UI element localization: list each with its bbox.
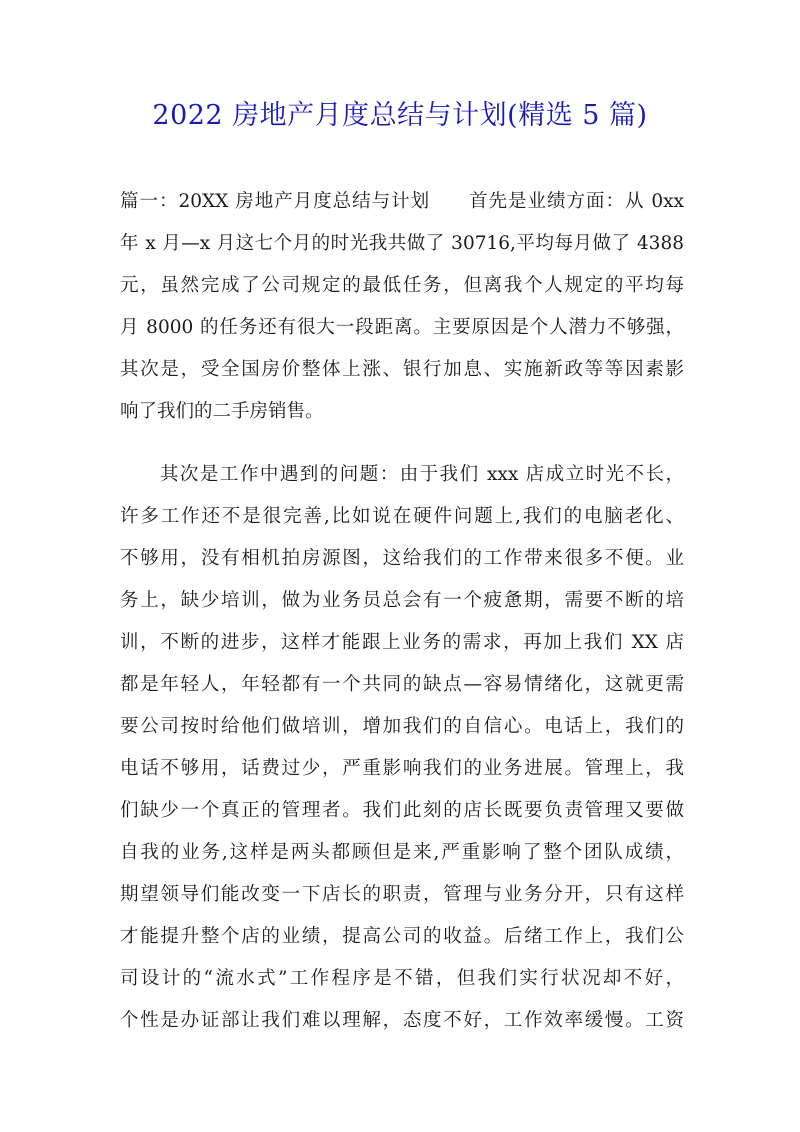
text-line: 才能提升整个店的业绩，提高公司的收益。后绪工作上，我们公 <box>120 926 684 947</box>
text-line: 其次是工作中遇到的问题：由于我们 xxx 店成立时光不长， <box>120 464 684 485</box>
text-line: 月 8000 的任务还有很大一段距离。主要原因是个人潜力不够强， <box>120 317 684 338</box>
text-line: 们缺少一个真正的管理者。我们此刻的店长既要负责管理又要做 <box>120 800 684 821</box>
text-line: 务上，缺少培训，做为业务员总会有一个疲惫期，需要不断的培 <box>120 590 684 611</box>
text-line: 许多工作还不是很完善,比如说在硬件问题上,我们的电脑老化、 <box>120 506 684 527</box>
text-line: 元，虽然完成了公司规定的最低任务，但离我个人规定的平均每 <box>120 275 684 296</box>
text-line: 自我的业务,这样是两头都顾但是来,严重影响了整个团队成绩， <box>120 842 684 863</box>
text-line: 响了我们的二手房销售。 <box>120 401 324 422</box>
text-line: 期望领导们能改变一下店长的职责，管理与业务分开，只有这样 <box>120 884 684 905</box>
text-line: 电话不够用，话费过少，严重影响我们的业务进展。管理上，我 <box>120 758 684 779</box>
text-line: 训，不断的进步，这样才能跟上业务的需求，再加上我们 XX 店 <box>120 632 684 653</box>
text-line: 其次是，受全国房价整体上涨、银行加息、实施新政等等因素影 <box>120 359 684 380</box>
text-line: 要公司按时给他们做培训，增加我们的自信心。电话上，我们的 <box>120 716 684 737</box>
paragraph-2 <box>120 454 684 1042</box>
text-line: 年 x 月—x 月这七个月的时光我共做了 30716,平均每月做了 4388 <box>120 233 684 254</box>
text-line: 个性是办证部让我们难以理解，态度不好，工作效率缓慢。工资 <box>120 1010 684 1031</box>
document-title: 2022 房地产月度总结与计划(精选 5 篇) <box>152 100 648 131</box>
text-line: 都是年轻人，年轻都有一个共同的缺点—容易情绪化，这就更需 <box>120 674 684 695</box>
text-line: 篇一：20XX 房地产月度总结与计划 首先是业绩方面：从 0xx <box>120 191 684 212</box>
paragraph-1 <box>120 181 684 433</box>
text-line: 司设计的“流水式”工作程序是不错，但我们实行状况却不好， <box>120 968 684 989</box>
text-line: 不够用，没有相机拍房源图，这给我们的工作带来很多不便。业 <box>120 548 684 569</box>
paragraph-gap <box>120 433 684 454</box>
document-body <box>120 181 684 1042</box>
